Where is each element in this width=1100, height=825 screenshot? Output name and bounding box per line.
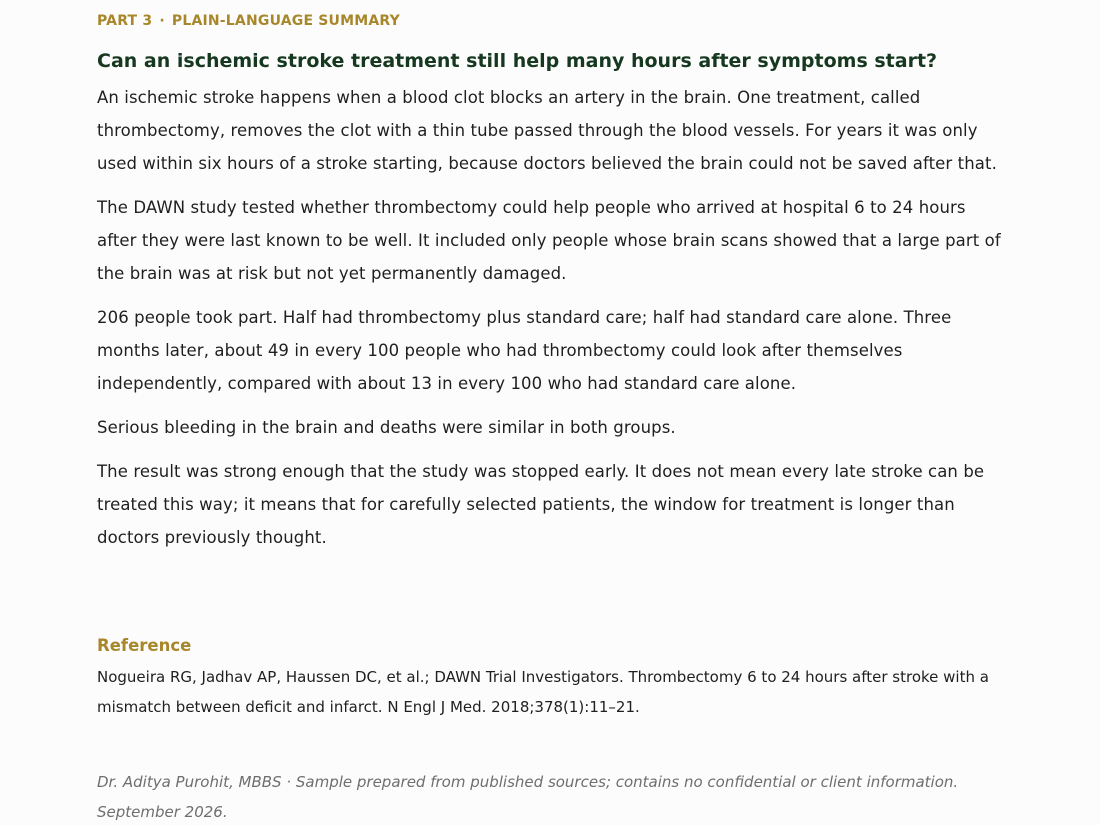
part-label: PART 3 [97,13,153,29]
author-footer: Dr. Aditya Purohit, MBBS · Sample prepared from published sources; contains no confidential or client information. September 2026. [97,773,959,821]
section-kicker [97,13,400,29]
summary-paragraph: An ischemic stroke happens when a blood clot blocks an artery in the brain. One treatment, called thrombectomy, removes the clot with a thin tube passed through the blood vessels. For years it was only used within six hours of a stroke starting, because doctors believed the brain could not be saved after that. [97,88,997,173]
kicker-separator: · [159,13,165,29]
summary-paragraph: The result was strong enough that the study was stopped early. It does not mean every late stroke can be treated this way; it means that for carefully selected patients, the window for treatment is longer than doctors previously thought. [97,462,985,547]
section-label: PLAIN-LANGUAGE SUMMARY [171,13,400,29]
reference-citation: Nogueira RG, Jadhav AP, Haussen DC, et al.; DAWN Trial Investigators. Thrombectomy 6 to 24 hours after stroke with a mismatch between deficit and infarct. N Engl J Med. 2018;378(1):11–21. [97,668,989,716]
summary-paragraph: 206 people took part. Half had thrombectomy plus standard care; half had standard care alone. Three months later, about 49 in every 100 people who had thrombectomy could look after themselves independently, compared with about 13 in every 100 who had standard care alone. [97,308,952,393]
summary-paragraph: The DAWN study tested whether thrombectomy could help people who arrived at hospital 6 to 24 hours after they were last known to be well. It included only people whose brain scans showed that a large part of the brain was at risk but not yet permanently damaged. [97,198,1001,283]
summary-heading: Can an ischemic stroke treatment still help many hours after symptoms start? [97,50,938,72]
reference-heading: Reference [97,636,192,655]
summary-body [97,81,1007,565]
summary-paragraph: Serious bleeding in the brain and deaths were similar in both groups. [97,418,676,437]
